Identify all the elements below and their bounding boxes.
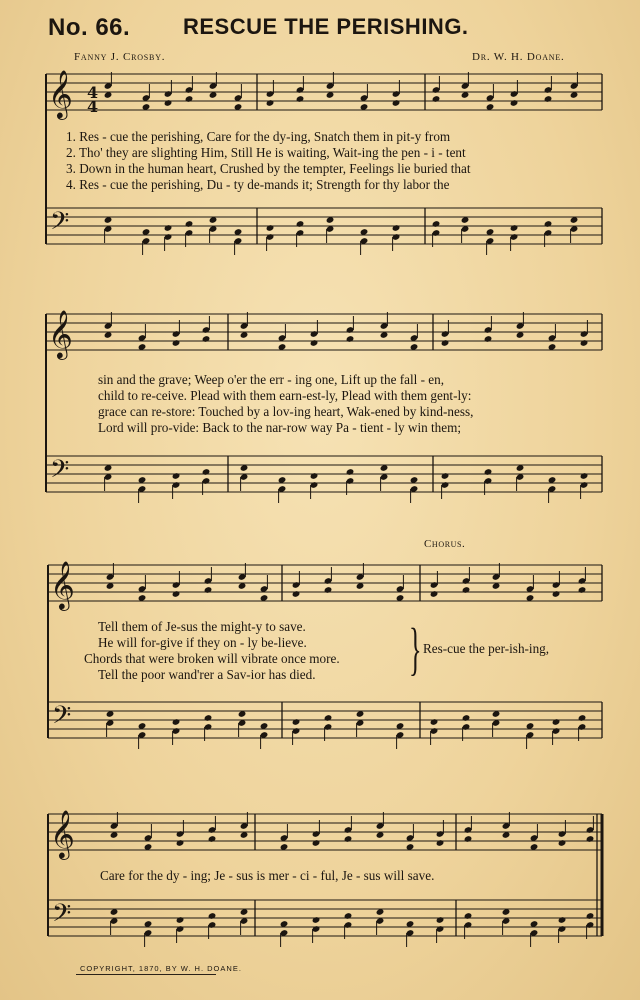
note-head bbox=[436, 916, 445, 924]
note-head bbox=[324, 586, 333, 594]
note-head bbox=[580, 472, 589, 480]
note-head bbox=[558, 839, 567, 847]
note-head bbox=[436, 839, 445, 847]
verse-line: 2. Tho' they are slighting Him, Still He is waiting, Wait-ing the pen - i - tent bbox=[66, 145, 466, 160]
note-head bbox=[344, 912, 353, 920]
note-head bbox=[176, 839, 185, 847]
verse-line: grace can re-store: Touched by a lov-ing heart, Wak-ened by kind-ness, bbox=[98, 404, 474, 419]
note-head bbox=[462, 714, 471, 722]
note-head bbox=[204, 714, 213, 722]
note-head bbox=[578, 714, 587, 722]
chorus-brace: } bbox=[409, 616, 422, 681]
note-head bbox=[296, 220, 305, 228]
note-head bbox=[172, 590, 181, 598]
note-head bbox=[462, 586, 471, 594]
chorus-refrain: Res-cue the per-ish-ing, bbox=[423, 641, 550, 656]
note-head bbox=[441, 339, 450, 347]
note-head bbox=[266, 99, 275, 107]
verse-line: child to re-ceive. Plead with them earn-est-ly, Plead with them gent-ly: bbox=[98, 388, 472, 403]
treble-clef: 𝄞 bbox=[48, 309, 73, 358]
chorus-line: Tell the poor wand'rer a Sav-ior has died. bbox=[98, 667, 316, 682]
verse-line: 3. Down in the human heart, Crushed by the tempter, Feelings lie buried that bbox=[66, 161, 471, 176]
note-head bbox=[266, 224, 275, 232]
lyricist-credit: Fanny J. Crosby. bbox=[74, 51, 166, 63]
note-head bbox=[586, 835, 595, 843]
note-head bbox=[552, 590, 561, 598]
composer-credit: Dr. W. H. Doane. bbox=[472, 51, 565, 63]
chorus-line: Tell them of Je-sus the might-y to save. bbox=[98, 619, 306, 634]
hymn-number: No. 66. bbox=[48, 14, 131, 41]
note-head bbox=[510, 99, 519, 107]
note-head bbox=[185, 220, 194, 228]
note-head bbox=[430, 718, 439, 726]
verse-line: 4. Res - cue the perishing, Du - ty de-mands it; Strength for thy labor the bbox=[66, 177, 450, 192]
note-head bbox=[312, 916, 321, 924]
note-head bbox=[204, 586, 213, 594]
note-head bbox=[484, 335, 493, 343]
note-head bbox=[432, 95, 441, 103]
note-head bbox=[346, 468, 355, 476]
note-head bbox=[312, 839, 321, 847]
chorus-label: Chorus. bbox=[424, 538, 466, 550]
note-head bbox=[164, 224, 173, 232]
chorus-line: He will for-give if they on - ly be-lieve. bbox=[98, 635, 307, 650]
note-head bbox=[176, 916, 185, 924]
note-head bbox=[202, 335, 211, 343]
note-head bbox=[185, 95, 194, 103]
bass-clef: 𝄢 bbox=[52, 701, 72, 736]
note-head bbox=[172, 339, 181, 347]
note-head bbox=[164, 99, 173, 107]
note-head bbox=[324, 714, 333, 722]
note-head bbox=[172, 472, 181, 480]
note-head bbox=[202, 468, 211, 476]
note-head bbox=[292, 590, 301, 598]
note-head bbox=[292, 718, 301, 726]
note-head bbox=[310, 472, 319, 480]
note-head bbox=[172, 718, 181, 726]
bass-clef: 𝄢 bbox=[50, 207, 70, 242]
note-head bbox=[484, 468, 493, 476]
copyright-notice: COPYRIGHT, 1870, BY W. H. DOANE. bbox=[80, 964, 242, 973]
note-head bbox=[464, 835, 473, 843]
bass-clef: 𝄢 bbox=[52, 899, 72, 934]
treble-clef: 𝄞 bbox=[50, 560, 75, 609]
note-head bbox=[580, 339, 589, 347]
note-head bbox=[392, 224, 401, 232]
note-head bbox=[464, 912, 473, 920]
copyright-rule bbox=[76, 974, 216, 975]
note-head bbox=[578, 586, 587, 594]
note-head bbox=[208, 835, 217, 843]
time-signature: 4 bbox=[87, 83, 99, 102]
note-head bbox=[296, 95, 305, 103]
note-head bbox=[432, 220, 441, 228]
treble-clef: 𝄞 bbox=[48, 69, 73, 118]
note-head bbox=[586, 912, 595, 920]
final-lyric-line: Care for the dy - ing; Je - sus is mer - ci - ful, Je - sus will save. bbox=[100, 868, 435, 883]
time-signature: 4 bbox=[87, 97, 99, 116]
note-head bbox=[344, 835, 353, 843]
verse-line: 1. Res - cue the perishing, Care for the dy-ing, Snatch them in pit-y from bbox=[66, 129, 451, 144]
treble-clef: 𝄞 bbox=[50, 809, 75, 858]
verse-line: Lord will pro-vide: Back to the nar-row way Pa - tient - ly win them; bbox=[98, 420, 462, 435]
note-head bbox=[510, 224, 519, 232]
verse-line: sin and the grave; Weep o'er the err - ing one, Lift up the fall - en, bbox=[98, 372, 445, 387]
bass-clef: 𝄢 bbox=[50, 455, 70, 490]
note-head bbox=[430, 590, 439, 598]
note-head bbox=[346, 335, 355, 343]
note-head bbox=[208, 912, 217, 920]
note-head bbox=[441, 472, 450, 480]
note-head bbox=[552, 718, 561, 726]
note-head bbox=[310, 339, 319, 347]
chorus-line: Chords that were broken will vibrate once more. bbox=[84, 651, 340, 666]
note-head bbox=[558, 916, 567, 924]
note-head bbox=[392, 99, 401, 107]
note-head bbox=[544, 95, 553, 103]
hymn-title: RESCUE THE PERISHING. bbox=[183, 14, 469, 39]
note-head bbox=[544, 220, 553, 228]
